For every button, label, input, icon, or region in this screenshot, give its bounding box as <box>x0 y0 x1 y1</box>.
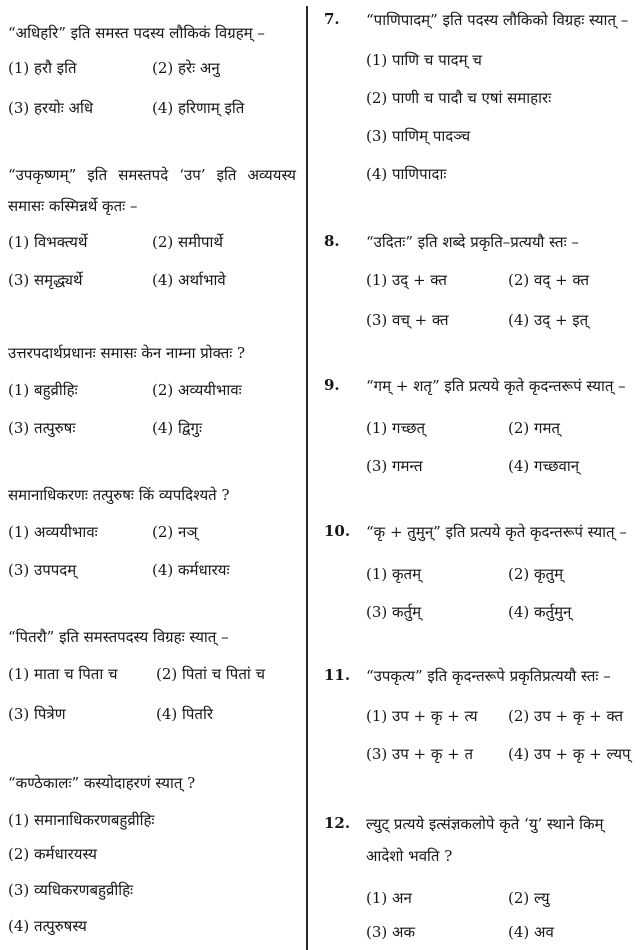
option-4: (4) हरिणाम् इति <box>152 99 245 117</box>
option-4: (4) द्विगुः <box>152 419 203 437</box>
question-stem-line-2: आदेशो भवति ? <box>366 847 453 865</box>
option-2: (2) अव्ययीभावः <box>152 381 242 399</box>
question-stem: उत्तरपदार्थप्रधानः समासः केन नाम्ना प्रोक्तः ? <box>8 344 246 362</box>
option-1: (1) कृतम् <box>366 565 422 583</box>
option-4: (4) पितरि <box>156 705 213 723</box>
option-4: (4) गच्छवान् <box>508 457 580 475</box>
option-2: (2) पितां च पितां च <box>156 665 266 683</box>
option-3: (3) गमन्त <box>366 457 423 475</box>
option-4: (4) उप + कृ + ल्यप् <box>508 745 631 763</box>
option-1: (1) उद् + क्त <box>366 271 447 289</box>
option-3: (3) पाणिम् पादञ्च <box>366 127 471 145</box>
option-4: (4) कर्मधारयः <box>152 561 230 579</box>
question-stem: “पितरौ” इति समस्तपदस्य विग्रहः स्यात् – <box>8 628 229 646</box>
option-1: (1) विभक्त्यर्थे <box>8 233 88 251</box>
option-2: (2) हरेः अनु <box>152 59 220 77</box>
option-3: (3) व्यधिकरणबहुव्रीहिः <box>8 881 134 899</box>
right-column <box>318 0 640 950</box>
option-2: (2) कर्मधारयस्य <box>8 845 97 863</box>
option-4: (4) अव <box>508 923 554 941</box>
option-4: (4) कर्तुमुन् <box>508 603 572 621</box>
question-stem: “गम् + शतृ” इति प्रत्यये कृते कृदन्तरूपं स्यात् – <box>366 377 626 395</box>
option-3: (3) हरयोः अधि <box>8 99 94 117</box>
question-number: 7. <box>324 10 340 28</box>
option-1: (1) बहुव्रीहिः <box>8 381 78 399</box>
option-3: (3) अक <box>366 923 415 941</box>
question-number: 8. <box>324 232 340 250</box>
option-1: (1) उप + कृ + त्य <box>366 707 478 725</box>
question-stem: “अधिहरि” इति समस्त पदस्य लौकिकं विग्रहम् – <box>8 24 265 42</box>
question-stem: “कण्ठेकालः” कस्योदाहरणं स्यात् ? <box>8 774 196 792</box>
question-stem-line-1: ल्युट् प्रत्यये इत्संज्ञकलोपे कृते ‘यु’ स्थाने किम् <box>366 815 604 833</box>
option-2: (2) ल्यु <box>508 889 550 907</box>
option-2: (2) गमत् <box>508 419 560 437</box>
option-4: (4) उद् + इत् <box>508 311 589 329</box>
option-4: (4) अर्थाभावे <box>152 271 226 289</box>
option-1: (1) पाणि च पादम् च <box>366 51 482 69</box>
option-4: (4) पाणिपादाः <box>366 165 447 183</box>
option-1: (1) समानाधिकरणबहुव्रीहिः <box>8 811 155 829</box>
option-2: (2) समीपार्थे <box>152 233 224 251</box>
question-number: 11. <box>324 666 351 684</box>
option-1: (1) अव्ययीभावः <box>8 523 98 541</box>
option-3: (3) उप + कृ + त <box>366 745 474 763</box>
option-2: (2) नञ् <box>152 523 198 541</box>
question-number: 9. <box>324 376 340 394</box>
option-1: (1) हरौ इति <box>8 59 77 77</box>
option-3: (3) तत्पुरुषः <box>8 419 76 437</box>
option-2: (2) पाणी च पादौ च एषां समाहारः <box>366 89 552 107</box>
column-divider <box>306 6 308 950</box>
question-stem: “उदितः” इति शब्दे प्रकृति–प्रत्ययौ स्तः – <box>366 233 579 251</box>
option-3: (3) उपपदम् <box>8 561 77 579</box>
left-column <box>0 0 300 950</box>
option-4: (4) तत्पुरुषस्य <box>8 917 87 935</box>
question-number: 12. <box>324 814 351 832</box>
option-2: (2) वद् + क्त <box>508 271 590 289</box>
option-1: (1) गच्छत् <box>366 419 426 437</box>
question-stem: “उपकृष्णम्” इति समस्तपदे ‘उप’ इति अव्ययस्य समासः कस्मिन्नर्थे कृतः – <box>8 166 296 215</box>
option-3: (3) पित्रेण <box>8 705 66 723</box>
option-2: (2) उप + कृ + क्त <box>508 707 624 725</box>
option-3: (3) कर्तुम् <box>366 603 422 621</box>
option-1: (1) माता च पिता च <box>8 665 118 683</box>
option-1: (1) अन <box>366 889 412 907</box>
option-2: (2) कृतुम् <box>508 565 564 583</box>
question-number: 10. <box>324 522 351 540</box>
option-3: (3) वच् + क्त <box>366 311 449 329</box>
option-3: (3) समृद्ध्यर्थे <box>8 271 83 289</box>
question-stem: “उपकृत्य” इति कृदन्तरूपे प्रकृतिप्रत्ययौ स्तः – <box>366 667 611 685</box>
question-stem: “पाणिपादम्” इति पदस्य लौकिको विग्रहः स्यात् – <box>366 11 629 29</box>
question-stem: समानाधिकरणः तत्पुरुषः किं व्यपदिश्यते ? <box>8 486 230 504</box>
question-stem: “कृ + तुमुन्” इति प्रत्यये कृते कृदन्तरूपं स्यात् – <box>366 523 627 541</box>
